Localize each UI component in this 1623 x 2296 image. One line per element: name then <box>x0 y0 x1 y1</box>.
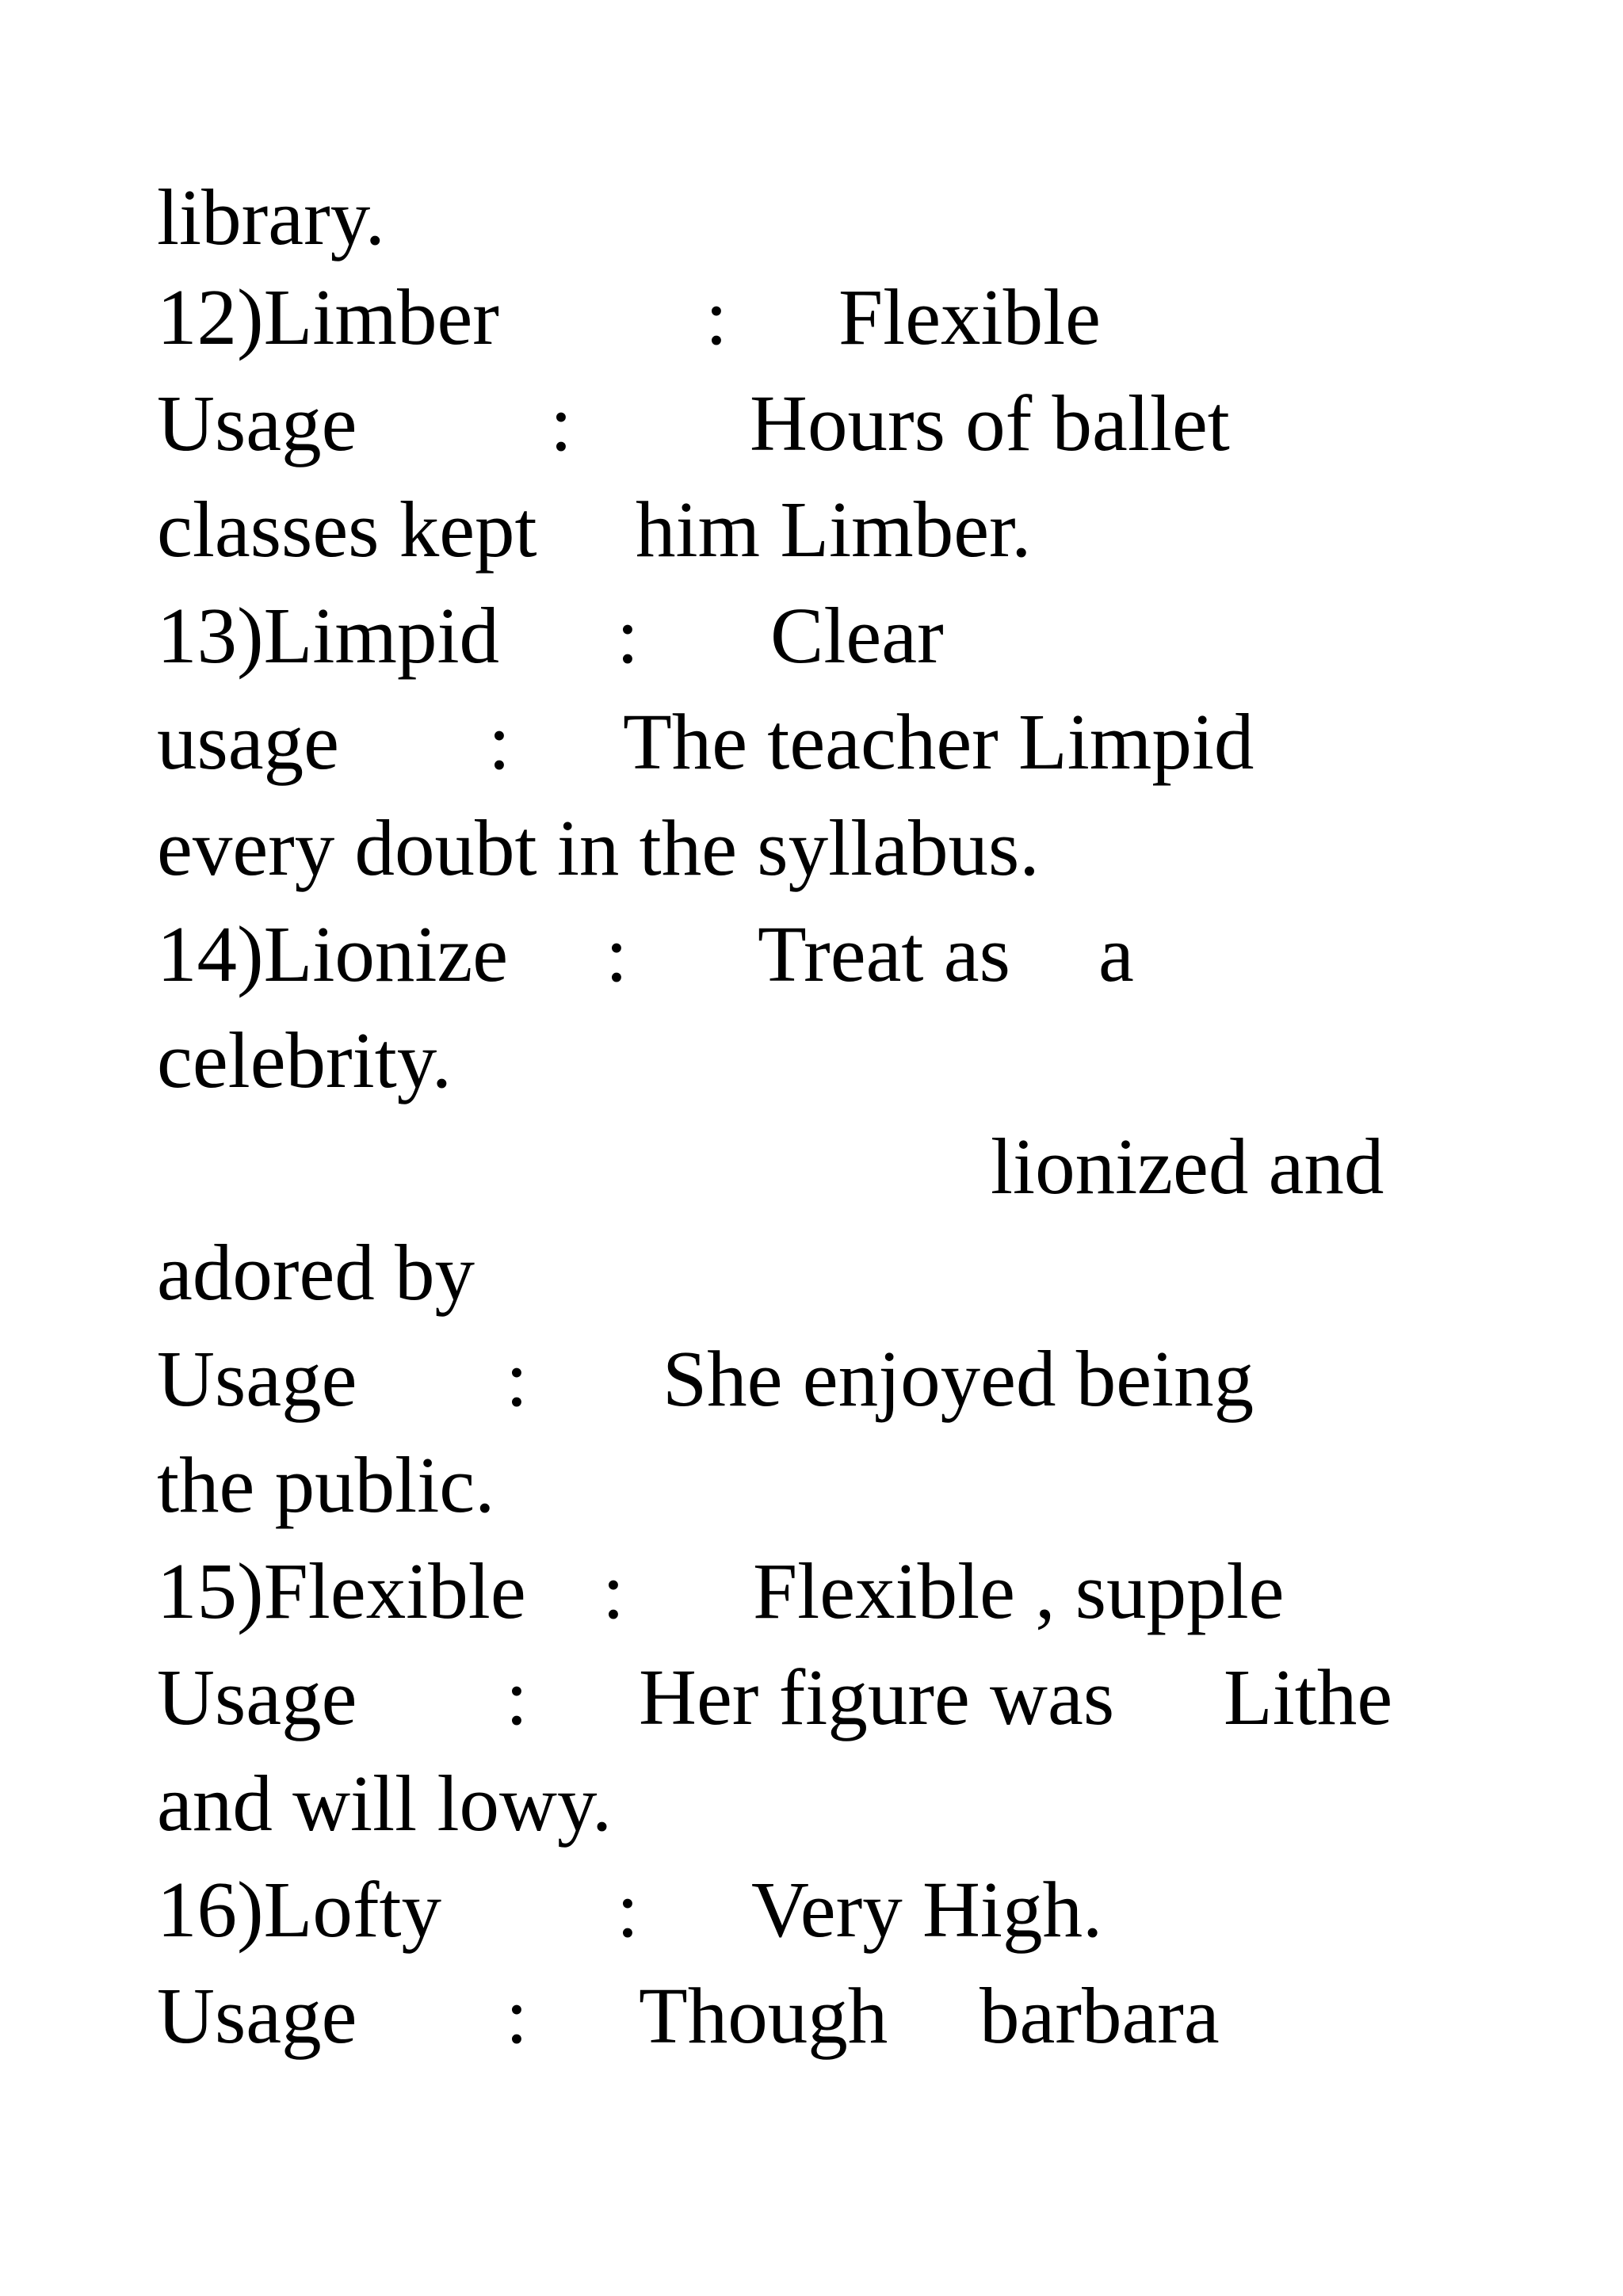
usage-text: barbara <box>980 1971 1220 2060</box>
usage-text: Hours of ballet <box>750 379 1230 467</box>
term-label: 14)Lionize <box>157 910 509 998</box>
term-label: 13)Limpid <box>157 591 500 680</box>
separator-colon: : <box>506 1971 529 2060</box>
separator-colon: : <box>605 910 628 998</box>
text-line: library. <box>157 173 385 261</box>
separator-colon: : <box>506 1334 529 1423</box>
usage-label: usage <box>157 697 339 786</box>
text-line: celebrity. <box>157 1016 452 1104</box>
text-line: adored by <box>157 1228 475 1317</box>
usage-label: Usage <box>157 379 357 467</box>
usage-text: Her figure was <box>639 1653 1115 1741</box>
separator-colon: : <box>602 1547 625 1635</box>
definition-text: Flexible , supple <box>753 1547 1285 1635</box>
term-label: 15)Flexible <box>157 1547 526 1635</box>
text-line: classes kept <box>157 485 537 574</box>
term-label: 16)Lofty <box>157 1865 442 1954</box>
usage-text: She enjoyed being <box>663 1334 1254 1423</box>
separator-colon: : <box>488 697 511 786</box>
usage-text: The teacher Limpid <box>623 697 1254 786</box>
definition-text: Flexible <box>838 273 1102 361</box>
definition-text: Very High. <box>751 1865 1103 1954</box>
text-line: and will lowy. <box>157 1759 613 1848</box>
separator-colon: : <box>705 273 728 361</box>
usage-text: Lithe <box>1224 1653 1393 1741</box>
definition-text: a <box>1098 910 1134 998</box>
usage-label: Usage <box>157 1334 357 1423</box>
separator-colon: : <box>550 379 573 467</box>
separator-colon: : <box>506 1653 529 1741</box>
text-line: him Limber. <box>636 485 1032 574</box>
usage-label: Usage <box>157 1971 357 2060</box>
definition-text: Clear <box>770 591 944 680</box>
term-label: 12)Limber <box>157 273 499 361</box>
text-line: lionized and <box>991 1122 1384 1211</box>
text-line: every doubt in the syllabus. <box>157 803 1040 892</box>
text-line: the public. <box>157 1440 495 1529</box>
usage-text: Though <box>639 1971 888 2060</box>
separator-colon: : <box>617 591 640 680</box>
usage-label: Usage <box>157 1653 357 1741</box>
separator-colon: : <box>617 1865 640 1954</box>
definition-text: Treat as <box>758 910 1010 998</box>
